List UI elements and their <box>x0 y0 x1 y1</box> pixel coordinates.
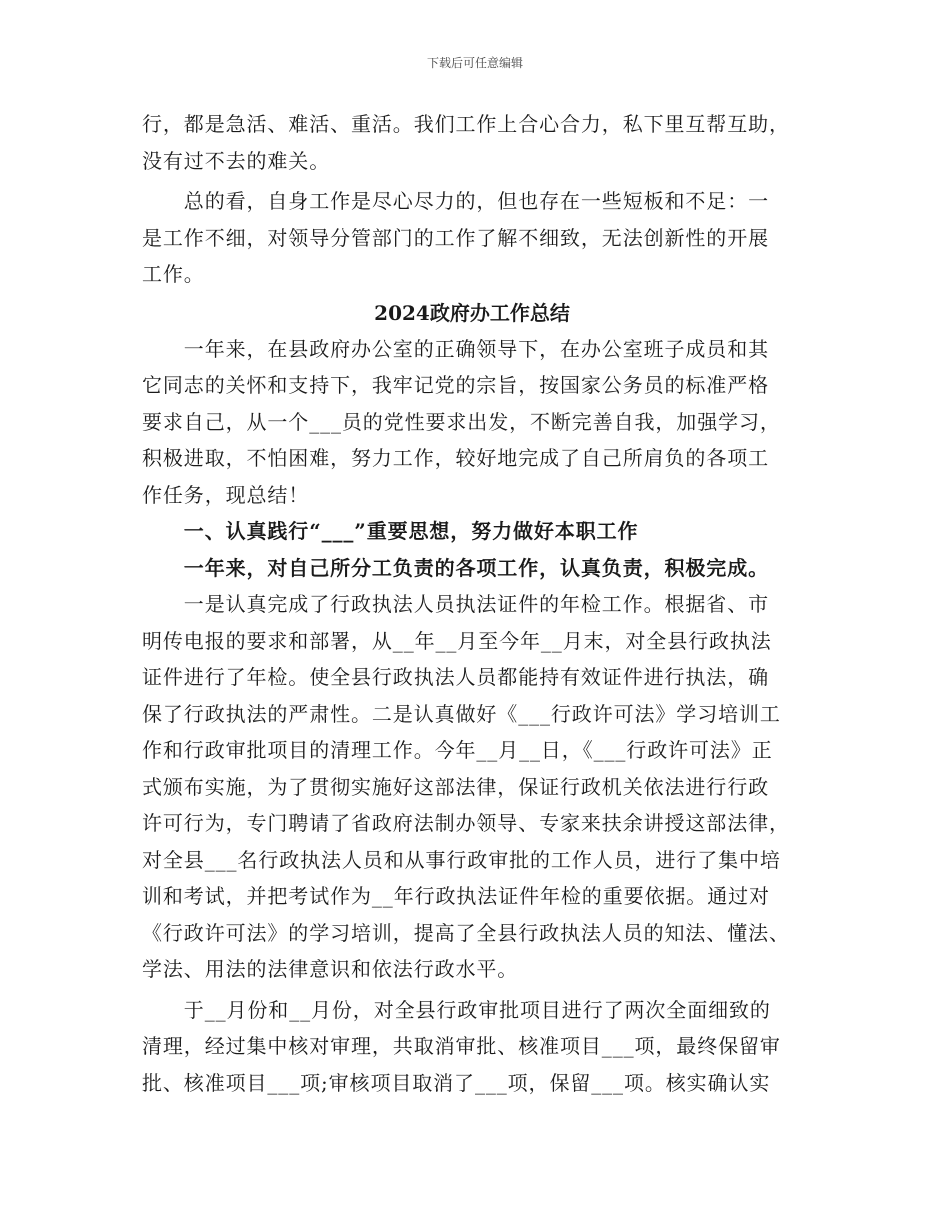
paragraph <box>142 992 802 1102</box>
text-line: 明传电报的要求和部署，从__年__月至今年__月末，对全县行政执法 <box>142 628 772 653</box>
paragraph <box>142 106 802 179</box>
document-body <box>142 106 802 1101</box>
text-line: 学法、用法的法律意识和依法行政水平。 <box>142 957 519 981</box>
text-line: 没有过不去的难关。 <box>142 148 331 173</box>
text-line: 一年来，在县政府办公室的正确领导下，在办公室班子成员和其 <box>142 336 769 361</box>
text-line: 是工作不细，对领导分管部门的工作了解不细致，无法创新性的开展 <box>142 225 769 250</box>
text-line: 批、核准项目___项;审核项目取消了___项，保留___项。核实确认实 <box>142 1070 771 1095</box>
paragraph <box>142 331 802 514</box>
text-line: 一、认真践行“___”重要思想，努力做好本职工作 <box>142 519 639 543</box>
text-line: 它同志的关怀和支持下，我牢记党的宗旨，按国家公务员的标准严格 <box>142 373 769 397</box>
text-line: 《行政许可法》的学习培训，提高了全县行政执法人员的知法、懂法、 <box>142 920 790 945</box>
text-line: 清理，经过集中核对审理，共取消审批、核准项目___项，最终保留审 <box>142 1034 781 1058</box>
page-header: 下载后可任意编辑 <box>426 56 523 70</box>
text-line: 要求自己，从一个___员的党性要求出发，不断完善自我，加强学习， <box>142 409 781 434</box>
document-title: 2024政府办工作总结 <box>374 300 570 325</box>
text-line: 于__月份和__月份，对全县行政审批项目进行了两次全面细致的 <box>142 997 771 1022</box>
paragraph <box>142 183 802 293</box>
text-line: 行，都是急活、难活、重活。我们工作上合心合力，私下里互帮互助， <box>142 112 790 136</box>
text-line: 式颁布实施，为了贯彻实施好这部法律，保证行政机关依法进行行政 <box>142 774 769 799</box>
text-line: 证件进行了年检。使全县行政执法人员都能持有效证件进行执法，确 <box>142 665 769 689</box>
text-line: 许可行为，专门聘请了省政府法制办领导、专家来扶余讲授这部法律， <box>142 811 790 835</box>
text-line: 训和考试，并把考试作为__年行政执法证件年检的重要依据。通过对 <box>142 884 770 908</box>
text-line: 一是认真完成了行政执法人员执法证件的年检工作。根据省、市 <box>142 592 769 616</box>
bold-paragraph <box>142 550 802 587</box>
text-line: 一年来，对自己所分工负责的各项工作，认真负责，积极完成。 <box>142 555 769 580</box>
text-line: 总的看，自身工作是尽心尽力的，但也存在一些短板和不足：一 <box>142 189 769 213</box>
text-line: 积极进取，不怕困难，努力工作，较好地完成了自己所肩负的各项工 <box>142 446 769 470</box>
text-line: 保了行政执法的严肃性。二是认真做好《___行政许可法》学习培训工 <box>142 701 781 726</box>
text-line: 工作。 <box>142 262 205 286</box>
text-line: 作任务，现总结！ <box>142 482 310 507</box>
text-line: 作和行政审批项目的清理工作。今年__月__日，《___行政许可法》正 <box>142 738 773 762</box>
section-heading <box>142 513 802 550</box>
text-line: 对全县___名行政执法人员和从事行政审批的工作人员，进行了集中培 <box>142 847 781 872</box>
paragraph <box>142 586 802 988</box>
